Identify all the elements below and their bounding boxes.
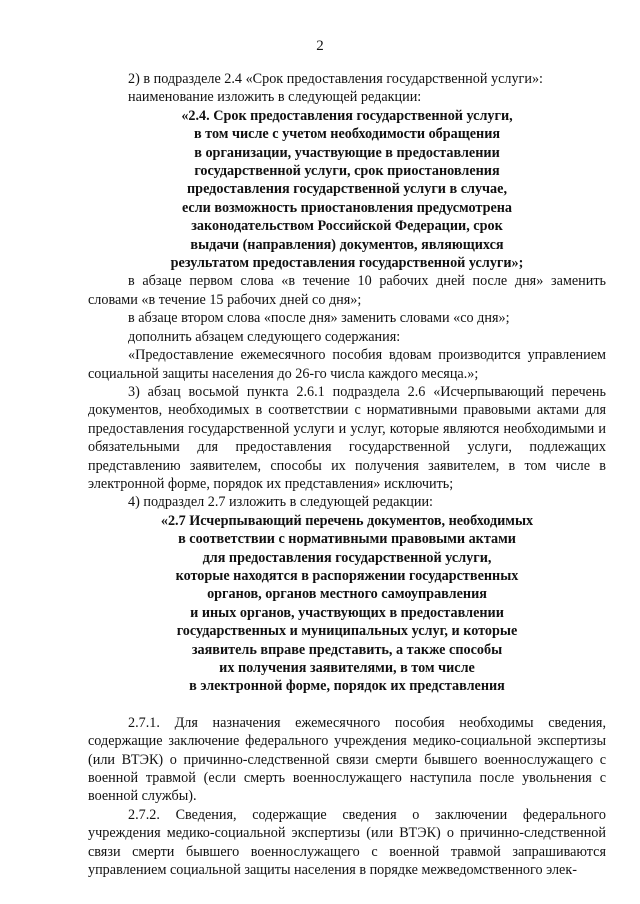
- heading-line: заявитель вправе представить, а также способы: [191, 641, 503, 658]
- heading-2-4: [88, 107, 606, 273]
- heading-line: законодательством Российской Федерации, срок: [191, 218, 503, 235]
- spacer: [88, 696, 606, 714]
- paragraph-item-3: 3) абзац восьмой пункта 2.6.1 подраздела 2.6 «Исчерпывающий перечень документов, необходимых в соответствии с нормативными правовыми актами для предоставления государственной услуги и услуг, которые являются необходимыми и обязательными для предоставления государственной услуги, подлежащих представлению заявителем, способы их получения заявителем, в том числе в электронной форме, порядок их представления» исключить;: [88, 383, 606, 492]
- heading-line: в соответствии с нормативными правовыми актами: [178, 531, 516, 548]
- heading-line: предоставления государственной услуги в случае,: [187, 181, 507, 198]
- heading-line: «2.7 Исчерпывающий перечень документов, необходимых: [160, 512, 534, 529]
- paragraph-quote-payment: «Предоставление ежемесячного пособия вдовам производится управлением социальной защиты населения до 26-го числа каждого месяца.»;: [88, 347, 606, 382]
- heading-line: их получения заявителями, в том числе: [219, 660, 475, 676]
- heading-line: и иных органов, участвующих в предоставлении: [190, 604, 504, 621]
- heading-line: которые находятся в распоряжении государственных: [175, 567, 519, 584]
- heading-line: выдачи (направления) документов, являющихся: [190, 236, 504, 253]
- paragraph-replace-second: в абзаце втором слова «после дня» заменить словами «со дня»;: [128, 310, 510, 327]
- heading-line: государственных и муниципальных услуг, и которые: [176, 623, 518, 640]
- heading-line: государственной услуги, срок приостановления: [194, 163, 500, 180]
- paragraph-2-7-1: 2.7.1. Для назначения ежемесячного пособия необходимы сведения, содержащие заключение федерального учреждения медико-социальной экспертизы (или ВТЭК) о причинно-следственной связи смерти бывшего военнослужащего с военной травмой (если смерть военнослужащего наступила после увольнения с военной службы).: [88, 714, 606, 805]
- heading-line: в том числе с учетом необходимости обращения: [193, 126, 501, 143]
- paragraph-item-2-line2: наименование изложить в следующей редакции:: [128, 89, 422, 106]
- heading-2-7: [88, 512, 606, 696]
- page-number: 2: [316, 38, 324, 54]
- heading-line: для предоставления государственной услуги,: [202, 549, 492, 566]
- document-body: [88, 70, 606, 879]
- heading-line: результатом предоставления государственной услуги»;: [170, 255, 524, 272]
- heading-line: в электронной форме, порядок их представления: [189, 678, 505, 695]
- heading-line: в организации, участвующие в предоставлении: [194, 144, 500, 161]
- paragraph-replace-first: в абзаце первом слова «в течение 10 рабочих дней после дня» заменить словами «в течение 15 рабочих дней со дня»;: [88, 273, 606, 308]
- paragraph-item-2-line1: 2) в подразделе 2.4 «Срок предоставления государственной услуги»:: [128, 71, 543, 87]
- paragraph-add: дополнить абзацем следующего содержания:: [128, 328, 401, 345]
- heading-line: органов, органов местного самоуправления: [207, 586, 487, 603]
- heading-line: если возможность приостановления предусмотрена: [181, 199, 513, 216]
- paragraph-item-4: 4) подраздел 2.7 изложить в следующей редакции:: [128, 494, 433, 511]
- paragraph-2-7-2: 2.7.2. Сведения, содержащие сведения о заключении федерального учреждения медико-социальной экспертизы (или ВТЭК) о причинно-следственной связи смерти бывшего военнослужащего с военной травмой запрашиваются управлением социальной защиты населения в порядке межведомственного элек-: [88, 806, 606, 879]
- heading-line: «2.4. Срок предоставления государственной услуги,: [181, 107, 513, 124]
